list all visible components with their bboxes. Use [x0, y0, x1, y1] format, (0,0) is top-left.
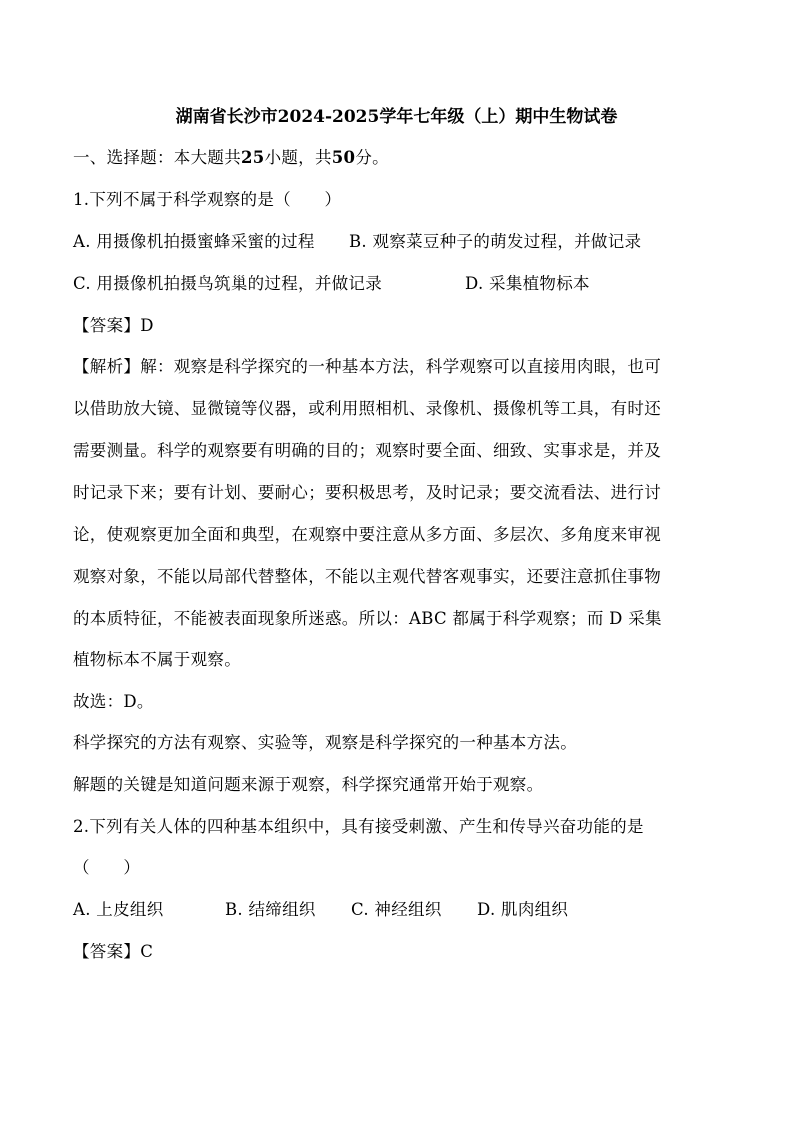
q1-option-a: A. 用摄像机拍摄蜜蜂采蜜的过程 — [73, 232, 315, 251]
analysis-line: 论，使观察更加全面和典型，在观察中要注意从多方面、多层次、多角度来审视 — [73, 525, 661, 544]
analysis-line: 观察对象，不能以局部代替整体，不能以主观代替客观事实，还要注意抓住事物 — [73, 567, 661, 586]
section-prefix: 一、选择题：本大题共 — [73, 148, 241, 167]
q2-stem-line-2: （ ） — [73, 858, 141, 877]
section-score: 50 — [331, 148, 356, 167]
analysis-line: 以借助放大镜、显微镜等仪器，或利用照相机、录像机、摄像机等工具，有时还 — [73, 399, 661, 418]
q1-option-d: D. 采集植物标本 — [465, 274, 590, 293]
q1-note-method: 科学探究的方法有观察、实验等，观察是科学探究的一种基本方法。 — [73, 733, 577, 752]
q1-stem: 1.下列不属于科学观察的是（ ） — [73, 190, 342, 209]
q2-answer: 【答案】C — [73, 942, 154, 961]
q1-note-key: 解题的关键是知道问题来源于观察，科学探究通常开始于观察。 — [73, 775, 544, 794]
section-count: 25 — [241, 148, 265, 167]
q1-conclusion: 故选：D。 — [73, 692, 154, 711]
section-suffix: 分。 — [355, 148, 389, 167]
q2-option-c: C. 神经组织 — [351, 900, 442, 919]
q2-option-d: D. 肌肉组织 — [477, 900, 569, 919]
q2-stem-line-1: 2.下列有关人体的四种基本组织中，具有接受刺激、产生和传导兴奋功能的是 — [73, 817, 644, 836]
section-heading — [73, 146, 389, 170]
q1-option-c: C. 用摄像机拍摄鸟筑巢的过程，并做记录 — [73, 274, 383, 293]
section-mid: 小题，共 — [264, 148, 332, 167]
q1-answer: 【答案】D — [73, 316, 154, 335]
page-title: 湖南省长沙市2024-2025学年七年级（上）期中生物试卷 — [175, 107, 618, 127]
q2-option-a: A. 上皮组织 — [73, 900, 164, 919]
analysis-line: 的本质特征，不能被表面现象所迷惑。所以：ABC 都属于科学观察；而 D 采集 — [73, 609, 662, 628]
analysis-line: 时记录下来；要有计划、要耐心；要积极思考，及时记录；要交流看法、进行讨 — [73, 483, 661, 502]
analysis-line: 【解析】解：观察是科学探究的一种基本方法，科学观察可以直接用肉眼，也可 — [73, 357, 661, 376]
q1-option-b: B. 观察菜豆种子的萌发过程，并做记录 — [349, 232, 642, 251]
analysis-line: 需要测量。科学的观察要有明确的目的；观察时要全面、细致、实事求是，并及 — [73, 441, 661, 460]
q2-option-b: B. 结缔组织 — [225, 900, 316, 919]
analysis-line: 植物标本不属于观察。 — [73, 650, 241, 669]
